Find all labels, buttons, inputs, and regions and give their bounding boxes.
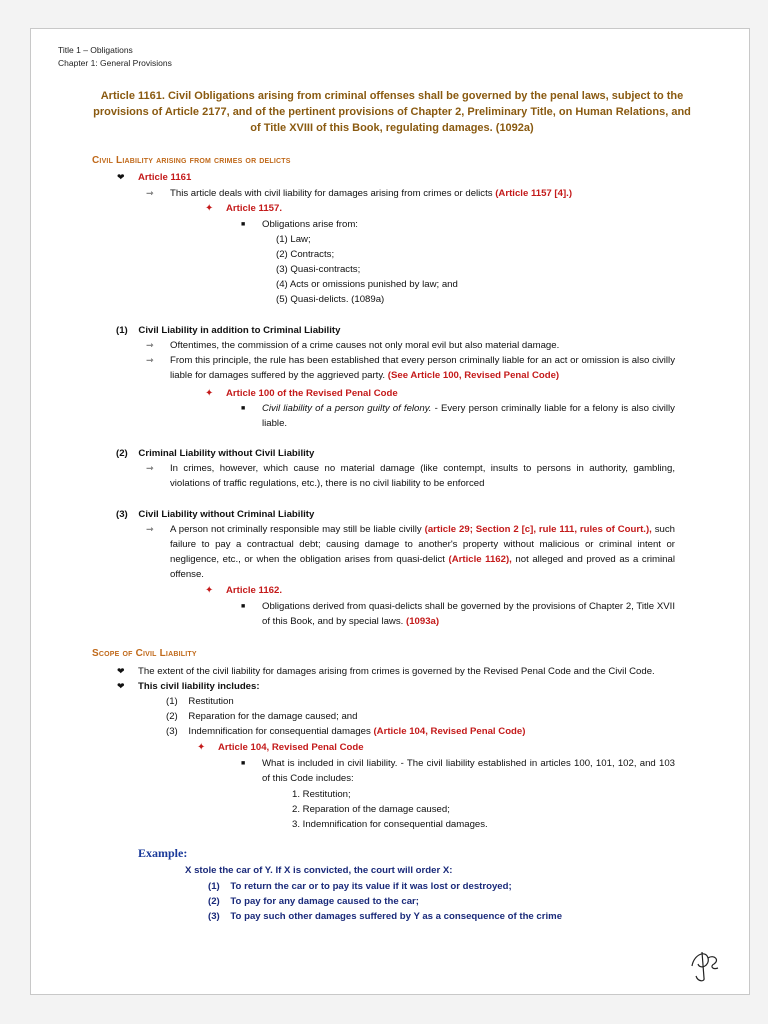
article-100-text: Civil liability of a person guilty of felony. - Every person criminally liable for a felony is also civilly liable.	[262, 403, 675, 429]
pointer-bullet-icon: ⇾	[146, 340, 154, 350]
article-104-label: Article 104, Revised Penal Code	[218, 742, 364, 753]
article-100-label: Article 100 of the Revised Penal Code	[226, 388, 398, 399]
list-item: (2) Contracts;	[276, 249, 335, 260]
list-item: (1) Law;	[276, 234, 311, 245]
article-1161-text: This article deals with civil liability for damages arising from crimes or delicts (Article 1157 [4].)	[170, 188, 573, 199]
list-item: (2) To pay for any damage caused to the car;	[208, 896, 419, 907]
list-item: 2. Reparation of the damage caused;	[292, 804, 450, 815]
star-bullet-icon: ✦	[197, 742, 206, 753]
list-item: 3. Indemnification for consequential damages.	[292, 819, 488, 830]
heart-bullet-icon: ❤	[117, 666, 125, 676]
item-1-text-b: From this principle, the rule has been established that every person criminally liable for an act or omission is also civilly liable for damages suffered by the aggrieved party. (See Article 100, Revised Penal Code)	[170, 355, 675, 381]
article-1162-label: Article 1162.	[226, 585, 283, 596]
list-item: (2) Reparation for the damage caused; and	[166, 711, 358, 722]
numbered-heading-3: (3) Civil Liability without Criminal Liability	[116, 509, 315, 520]
square-bullet-icon: ■	[241, 603, 246, 610]
list-item: (5) Quasi-delicts. (1089a)	[276, 294, 385, 305]
example-label: Example:	[138, 846, 188, 860]
item-3-text: A person not criminally responsible may still be liable civilly (article 29; Section 2 [c], rule 111, rules of Court.), such failure to pay a contractual debt; causing damage to another's property without malicious or criminal intent or negligence, etc., or when the obligation arises from quasi-delict (Article 1162), not alleged and proved as a criminal offense.	[170, 524, 676, 580]
pointer-bullet-icon: ⇾	[146, 355, 154, 365]
signature-icon	[684, 944, 726, 984]
heart-bullet-icon: ❤	[117, 681, 125, 691]
section-heading-civil-liability: Civil Liability arising from crimes or delicts	[92, 155, 291, 166]
article-1157-label: Article 1157.	[226, 203, 283, 214]
list-item: (3) To pay such other damages suffered by Y as a consequence of the crime	[208, 911, 563, 922]
list-item: 1. Restitution;	[292, 789, 351, 800]
obligations-arise-text: Obligations arise from:	[262, 219, 358, 230]
numbered-heading-2: (2) Criminal Liability without Civil Liability	[116, 448, 315, 459]
star-bullet-icon: ✦	[205, 388, 214, 399]
list-item: (3) Quasi-contracts;	[276, 264, 361, 275]
square-bullet-icon: ■	[241, 405, 246, 412]
scope-includes: This civil liability includes:	[138, 681, 260, 692]
pointer-bullet-icon: ⇾	[146, 463, 154, 473]
list-item: (1) To return the car or to pay its value if it was lost or destroyed;	[208, 881, 512, 892]
article-title: Article 1161. Civil Obligations arising from criminal offenses shall be governed by the penal laws, subject to the provisions of Article 2177, and of the pertinent provisions of Chapter 2, Preliminary Title, on Human Relations, and of Title XVIII of this Book, regulating damages. (1092a)	[93, 90, 691, 134]
list-item: (3) Indemnification for consequential damages (Article 104, Revised Penal Code)	[166, 726, 526, 737]
numbered-heading-1: (1) Civil Liability in addition to Criminal Liability	[116, 325, 341, 336]
list-item: (4) Acts or omissions punished by law; and	[276, 279, 458, 290]
list-item: (1) Restitution	[166, 696, 234, 707]
section-heading-scope: Scope of Civil Liability	[92, 648, 197, 659]
article-104-text: What is included in civil liability. - The civil liability established in articles 100, 101, 102, and 103 of this Code includes:	[262, 758, 675, 784]
article-1161-label: Article 1161	[138, 172, 192, 183]
scope-text: The extent of the civil liability for damages arising from crimes is governed by the Revised Penal Code and the Civil Code.	[138, 666, 655, 677]
square-bullet-icon: ■	[241, 760, 246, 767]
star-bullet-icon: ✦	[205, 585, 214, 596]
pointer-bullet-icon: ⇾	[146, 524, 154, 534]
item-1-text-a: Oftentimes, the commission of a crime causes not only moral evil but also material damage.	[170, 340, 560, 351]
heart-bullet-icon: ❤	[117, 172, 125, 182]
article-1162-text: Obligations derived from quasi-delicts shall be governed by the provisions of Chapter 2, Title XVII of this Book, and by special laws. (1093a)	[262, 601, 675, 627]
item-2-text: In crimes, however, which cause no material damage (like contempt, insults to persons in authority, gambling, violations of traffic regulations, etc.), there is no civil liability to be enforced	[170, 463, 675, 489]
example-intro: X stole the car of Y. If X is convicted, the court will order X:	[185, 865, 453, 876]
header-chapter: Chapter 1: General Provisions	[58, 58, 172, 68]
star-bullet-icon: ✦	[205, 203, 214, 214]
square-bullet-icon: ■	[241, 221, 246, 228]
header-title: Title 1 – Obligations	[58, 45, 133, 55]
pointer-bullet-icon: ⇾	[146, 188, 154, 198]
